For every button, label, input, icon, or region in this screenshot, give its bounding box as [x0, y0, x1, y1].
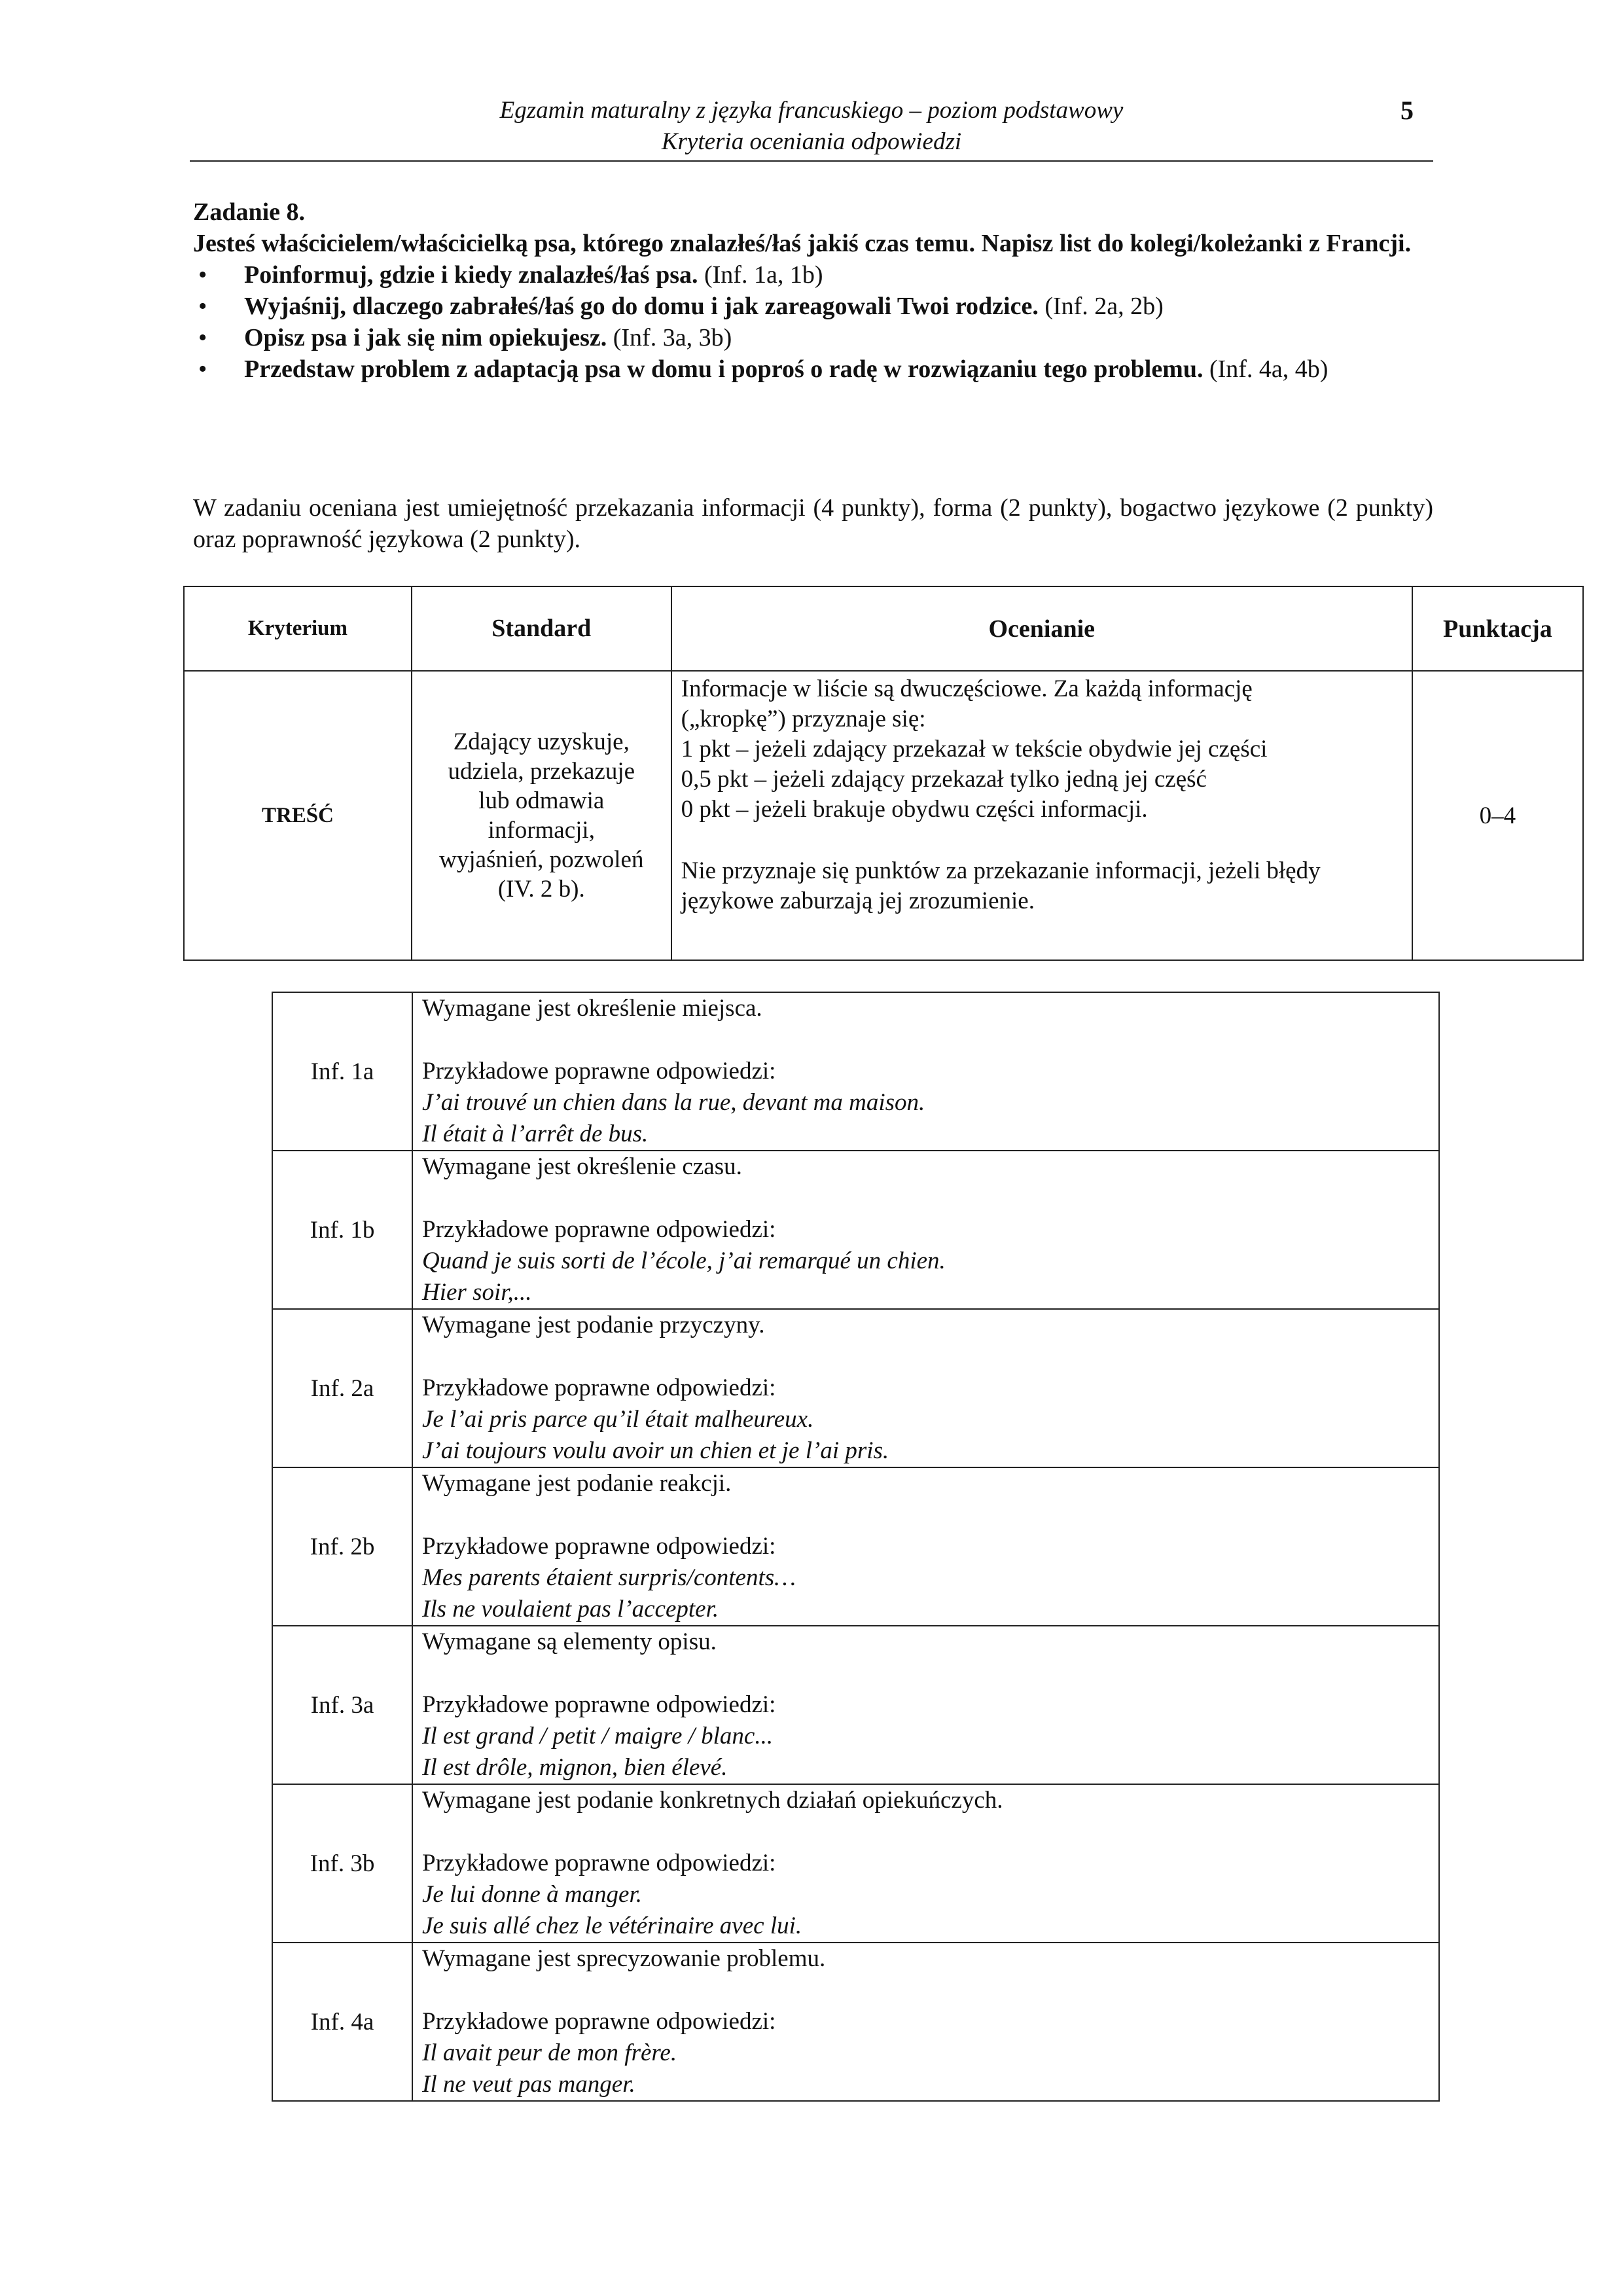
task-bullet: • Opisz psa i jak się nim opiekujesz. (Inf. 3a, 3b)	[193, 322, 1433, 353]
page-header	[190, 95, 1433, 158]
task-bullet: • Poinformuj, gdzie i kiedy znalazłeś/łaś psa. (Inf. 1a, 1b)	[193, 259, 1433, 291]
criteria-row	[184, 671, 1583, 960]
bullet-glyph: •	[198, 324, 207, 351]
info-body: Wymagane jest podanie konkretnych działań opiekuńczych. Przykładowe poprawne odpowiedzi: Je lui donne à manger. Je suis allé chez le vétérinaire avec lui.	[412, 1784, 1439, 1943]
table-row	[272, 1784, 1439, 1943]
task-bullet: • Przedstaw problem z adaptacją psa w domu i poproś o radę w rozwiązaniu tego problemu. (Inf. 4a, 4b)	[193, 353, 1433, 385]
task-bullets	[193, 259, 1433, 385]
info-body: Wymagane jest podanie reakcji. Przykładowe poprawne odpowiedzi: Mes parents étaient surpris/contents… Ils ne voulaient pas l’accepter.	[412, 1467, 1439, 1626]
assessment-paragraph: W zadaniu oceniana jest umiejętność przekazania informacji (4 punkty), forma (2 punkty), bogactwo językowe (2 punkty) oraz poprawność językowa (2 punkty).	[193, 494, 1433, 553]
info-label: Inf. 3a	[272, 1626, 412, 1784]
col-header-standard: Standard	[412, 586, 671, 671]
bullet-glyph: •	[198, 261, 207, 289]
info-label: Inf. 3b	[272, 1784, 412, 1943]
col-header-ocenianie: Ocenianie	[671, 586, 1412, 671]
standard-cell: Zdający uzyskuje, udziela, przekazuje lub odmawia informacji, wyjaśnień, pozwoleń (IV. 2 b).	[412, 671, 671, 960]
info-label: Inf. 4a	[272, 1943, 412, 2101]
info-body: Wymagane są elementy opisu. Przykładowe poprawne odpowiedzi: Il est grand / petit / maigre / blanc... Il est drôle, mignon, bien élevé.	[412, 1626, 1439, 1784]
table-row	[272, 992, 1439, 1151]
criterion-name: TREŚĆ	[184, 671, 412, 960]
task-section	[193, 196, 1433, 385]
scoring-cell: Informacje w liście są dwuczęściowe. Za każdą informację („kropkę”) przyznaje się: 1 pkt – jeżeli zdający przekazał w tekście obydwie jej części 0,5 pkt – jeżeli zdający przekazał tylko jedną jej część 0 pkt – jeżeli brakuje obydwu części informacji. Nie przyznaje się punktów za przekazanie informacji, jeżeli błędy językowe zaburzają jej zrozumienie.	[671, 671, 1412, 960]
col-header-punktacja: Punktacja	[1412, 586, 1583, 671]
bullet-glyph: •	[198, 355, 207, 383]
header-subtitle: Kryteria oceniania odpowiedzi	[661, 128, 962, 155]
task-intro: Jesteś właścicielem/właścicielką psa, którego znalazłeś/łaś jakiś czas temu. Napisz list do kolegi/koleżanki z Francji.	[193, 230, 1412, 257]
info-body: Wymagane jest określenie miejsca. Przykładowe poprawne odpowiedzi: J’ai trouvé un chien dans la rue, devant ma maison. Il était à l’arrêt de bus.	[412, 992, 1439, 1151]
bullet-glyph: •	[198, 293, 207, 320]
table-row	[272, 1626, 1439, 1784]
header-rule	[190, 160, 1433, 162]
criteria-table	[183, 586, 1584, 961]
task-bullet: • Wyjaśnij, dlaczego zabrałeś/łaś go do domu i jak zareagowali Twoi rodzice. (Inf. 2a, 2b)	[193, 291, 1433, 322]
info-label: Inf. 2b	[272, 1467, 412, 1626]
table-row	[272, 1467, 1439, 1626]
task-title: Zadanie 8.	[193, 198, 306, 226]
info-table	[272, 992, 1440, 2102]
table-row	[272, 1943, 1439, 2101]
criteria-header-row	[184, 586, 1583, 671]
col-header-kryterium: Kryterium	[184, 586, 412, 671]
info-label: Inf. 1a	[272, 992, 412, 1151]
header-exam-title: Egzamin maturalny z języka francuskiego – poziom podstawowy	[499, 97, 1124, 124]
table-row	[272, 1309, 1439, 1467]
points-range: 0–4	[1412, 671, 1583, 960]
info-label: Inf. 1b	[272, 1151, 412, 1309]
table-row	[272, 1151, 1439, 1309]
info-body: Wymagane jest określenie czasu. Przykładowe poprawne odpowiedzi: Quand je suis sorti de l’école, j’ai remarqué un chien. Hier soir,...	[412, 1151, 1439, 1309]
page-number: 5	[1400, 96, 1414, 125]
info-body: Wymagane jest sprecyzowanie problemu. Przykładowe poprawne odpowiedzi: Il avait peur de mon frère. Il ne veut pas manger.	[412, 1943, 1439, 2101]
info-body: Wymagane jest podanie przyczyny. Przykładowe poprawne odpowiedzi: Je l’ai pris parce qu’il était malheureux. J’ai toujours voulu avoir un chien et je l’ai pris.	[412, 1309, 1439, 1467]
info-label: Inf. 2a	[272, 1309, 412, 1467]
